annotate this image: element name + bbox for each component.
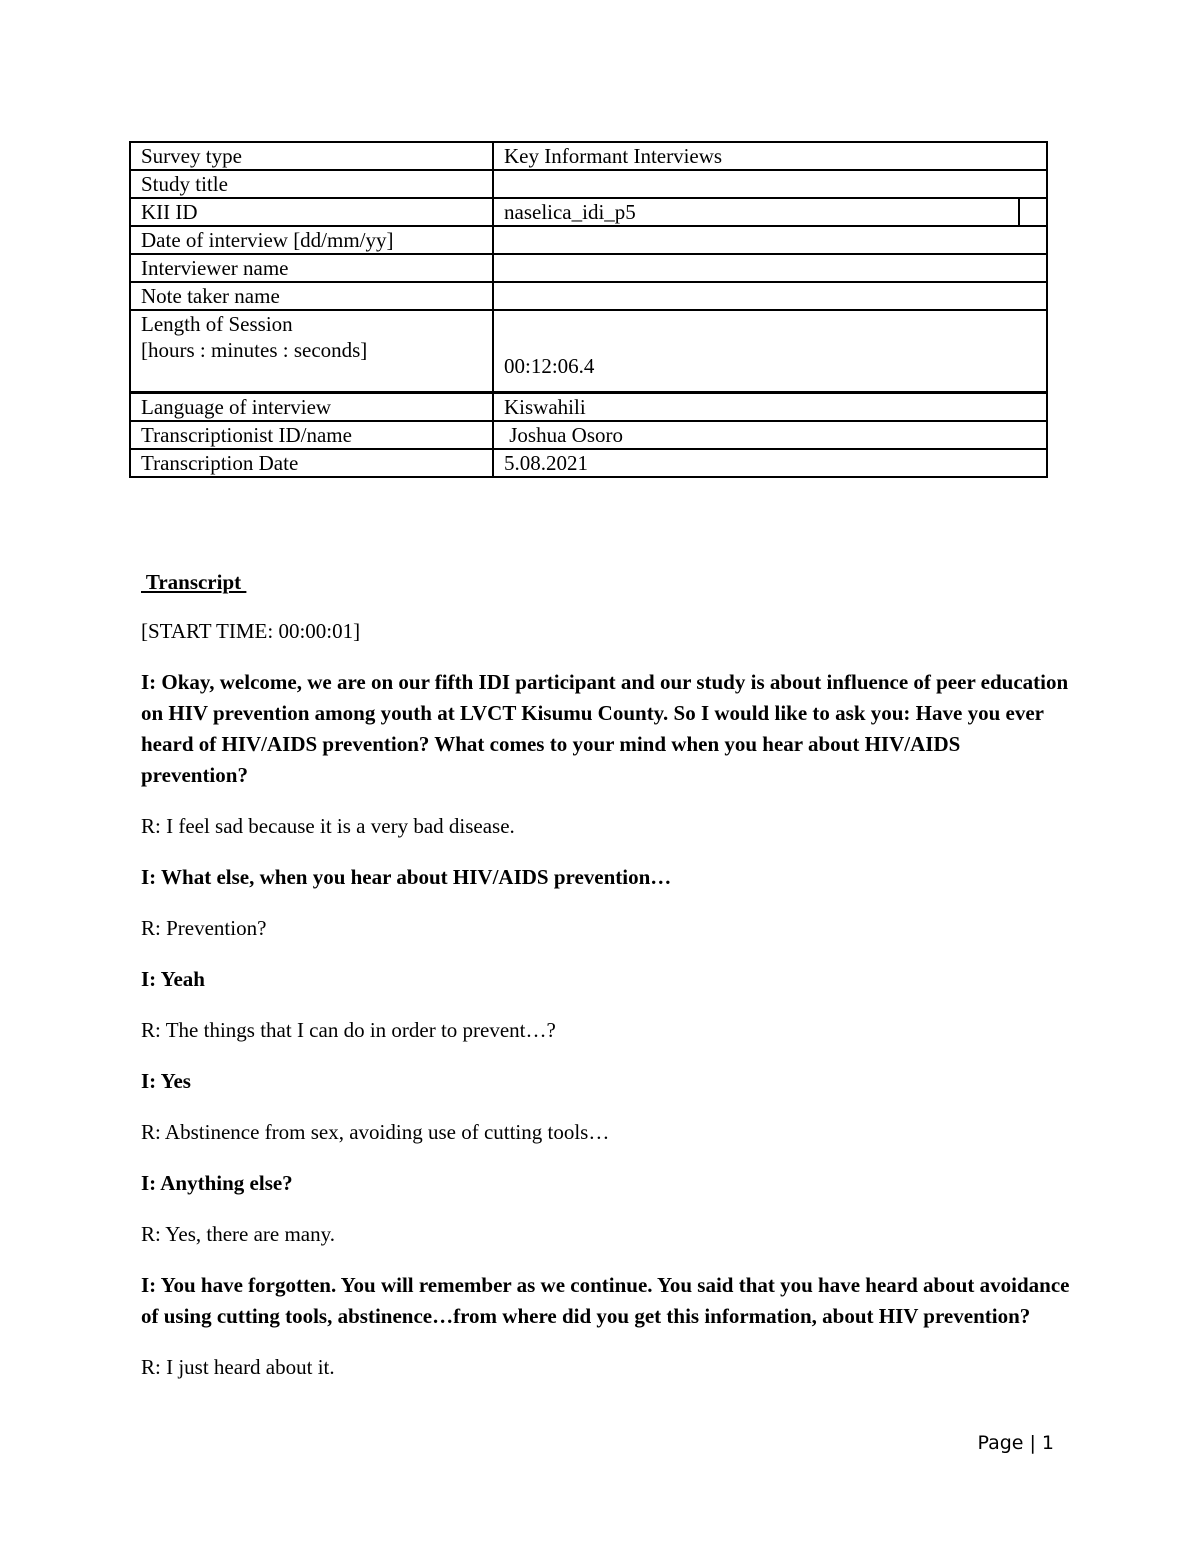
- respondent-answer: R: I just heard about it.: [141, 1355, 335, 1379]
- page-number: 1: [1041, 1432, 1054, 1454]
- table-row: [130, 282, 1047, 310]
- row-value: Kiswahili: [493, 393, 1047, 422]
- respondent-answer: R: The things that I can do in order to prevent…?: [141, 1018, 556, 1042]
- table-row: [130, 198, 1047, 226]
- row-label: KII ID: [130, 198, 493, 226]
- row-label-length: [130, 310, 493, 393]
- respondent-answer: R: I feel sad because it is a very bad disease.: [141, 814, 515, 838]
- table-row: [130, 142, 1047, 170]
- row-label: Note taker name: [130, 282, 493, 310]
- interviewer-question: I: Yes: [141, 1069, 191, 1093]
- respondent-answer: R: Yes, there are many.: [141, 1222, 336, 1246]
- row-value: [493, 254, 1047, 282]
- table-row: [130, 170, 1047, 198]
- row-value: Key Informant Interviews: [493, 142, 1047, 170]
- page-separator: |: [1029, 1432, 1036, 1454]
- interviewer-question: I: What else, when you hear about HIV/AIDS prevention…: [141, 865, 672, 889]
- transcript-section: [141, 568, 1071, 1403]
- row-label: Transcription Date: [130, 449, 493, 477]
- row-label: Transcriptionist ID/name: [130, 421, 493, 449]
- row-label: Survey type: [130, 142, 493, 170]
- id-extra-cell: [1018, 199, 1046, 225]
- interview-metadata-table: [129, 141, 1048, 478]
- respondent-answer: R: Abstinence from sex, avoiding use of cutting tools…: [141, 1120, 610, 1144]
- row-value: [493, 170, 1047, 198]
- transcript-heading: Transcript: [141, 570, 247, 594]
- row-value: [493, 282, 1047, 310]
- table-row: [130, 449, 1047, 477]
- respondent-answer: R: Prevention?: [141, 916, 267, 940]
- length-label-line2: [hours : minutes : seconds]: [141, 338, 368, 362]
- table-row: [130, 254, 1047, 282]
- row-value: [493, 226, 1047, 254]
- kii-id-text: naselica_idi_p5: [504, 200, 636, 224]
- page-label: Page: [977, 1432, 1024, 1454]
- row-value: 00:12:06.4: [493, 310, 1047, 393]
- interviewer-question: I: Yeah: [141, 967, 205, 991]
- interviewer-question: I: You have forgotten. You will remember as we continue. You said that you have heard about avoidance of using cutting tools, abstinence…from where did you get this information, about HIV prevention?: [141, 1273, 1070, 1328]
- table-row: [130, 393, 1047, 422]
- row-value: 5.08.2021: [493, 449, 1047, 477]
- interviewer-question: I: Okay, welcome, we are on our fifth IDI participant and our study is about influence of peer education on HIV prevention among youth at LVCT Kisumu County. So I would like to ask you: Have you ever heard of HIV/AIDS prevention? What comes to your mind when you hear about HIV/AIDS prevention?: [141, 670, 1069, 787]
- interviewer-question: I: Anything else?: [141, 1171, 293, 1195]
- start-time: [START TIME: 00:00:01]: [141, 619, 361, 643]
- row-label: Study title: [130, 170, 493, 198]
- table-row: [130, 226, 1047, 254]
- length-label-line1: Length of Session: [141, 312, 293, 336]
- row-value: Joshua Osoro: [493, 421, 1047, 449]
- row-label: Language of interview: [130, 393, 493, 422]
- row-value-kii-id: [493, 198, 1047, 226]
- table-row: [130, 421, 1047, 449]
- row-label: Date of interview [dd/mm/yy]: [130, 226, 493, 254]
- table-row: [130, 310, 1047, 393]
- row-label: Interviewer name: [130, 254, 493, 282]
- page-footer: [978, 1432, 1055, 1454]
